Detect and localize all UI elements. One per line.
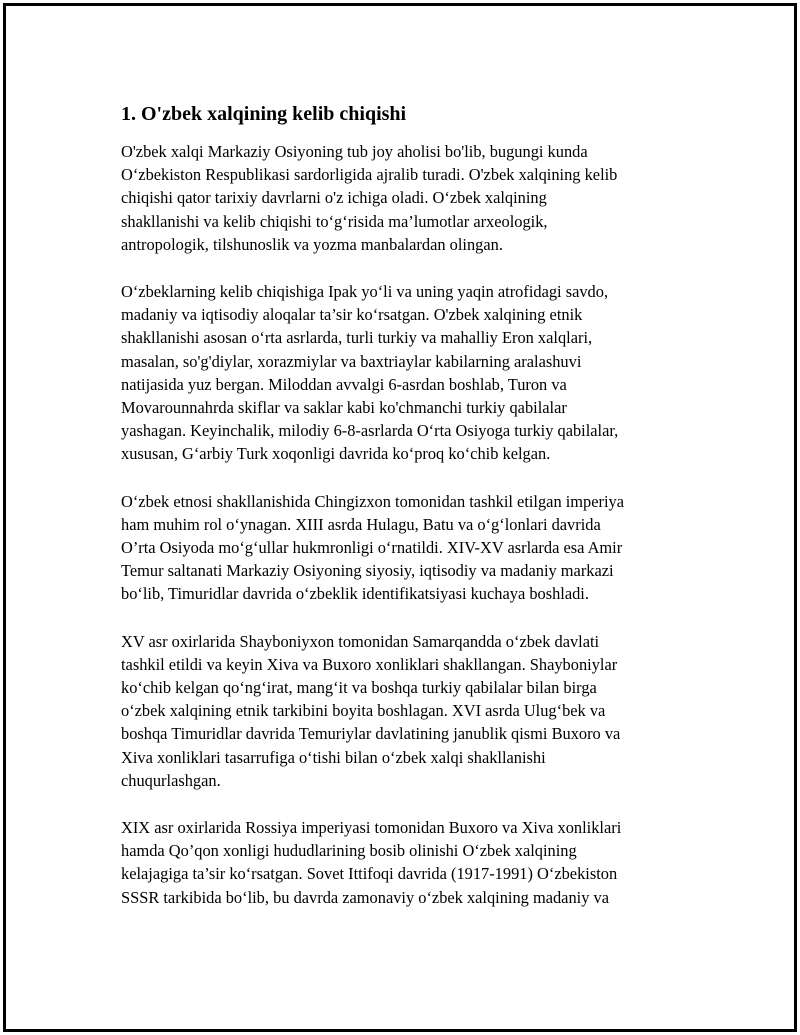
text-line: tashkil etildi va keyin Xiva va Buxoro xonliklari shakllangan. Shayboniylar xyxy=(121,654,618,674)
text-line: Temur saltanati Markaziy Osiyoning siyosiy, iqtisodiy va madaniy markazi xyxy=(121,561,614,581)
text-line: chuqurlashgan. xyxy=(121,770,221,790)
text-line: SSSR tarkibida bo‘lib, bu davrda zamonaviy o‘zbek xalqining madaniy va xyxy=(121,887,609,907)
text-line: Xiva xonliklari tasarrufiga o‘tishi bilan o‘zbek xalqi shakllanishi xyxy=(121,747,546,767)
text-line: O‘zbekiston Respublikasi sardorligida ajralib turadi. O'zbek xalqining kelib xyxy=(121,165,618,185)
text-line: ko‘chib kelgan qo‘ng‘irat, mang‘it va boshqa turkiy qabilalar bilan birga xyxy=(121,678,597,698)
text-line: XV asr oxirlarida Shayboniyxon tomonidan Samarqandda o‘zbek davlati xyxy=(121,631,600,651)
text-line: boshqa Timuridlar davrida Temuriylar davlatining janublik qismi Buxoro va xyxy=(121,724,621,744)
text-line: bo‘lib, Timuridlar davrida o‘zbeklik identifikatsiyasi kuchaya boshladi. xyxy=(121,584,589,604)
page-frame xyxy=(3,3,797,1032)
text-line: natijasida yuz bergan. Miloddan avvalgi 6-asrdan boshlab, Turon va xyxy=(121,374,567,394)
section-heading: 1. O'zbek xalqining kelib chiqishi xyxy=(121,103,407,125)
text-line: shakllanishi asosan o‘rta asrlarda, turli turkiy va mahalliy Eron xalqlari, xyxy=(121,328,593,348)
text-line: ham muhim rol o‘ynagan. XIII asrda Hulagu, Batu va o‘g‘lonlari davrida xyxy=(121,514,601,534)
paragraph-2 xyxy=(121,280,691,466)
paragraph-1 xyxy=(121,140,691,256)
paragraph-4 xyxy=(121,630,691,792)
text-line: shakllanishi va kelib chiqishi to‘g‘risida ma’lumotlar arxeologik, xyxy=(121,211,548,231)
page-content xyxy=(121,101,691,933)
text-line: Movarounnahrda skiflar va saklar kabi ko'chmanchi turkiy qabilalar xyxy=(121,398,567,418)
text-line: XIX asr oxirlarida Rossiya imperiyasi tomonidan Buxoro va Xiva xonliklari xyxy=(121,818,622,838)
text-line: kelajagiga ta’sir ko‘rsatgan. Sovet Ittifoqi davrida (1917-1991) O‘zbekiston xyxy=(121,864,618,884)
text-line: hamda Qo’qon xonligi hududlarining bosib olinishi O‘zbek xalqining xyxy=(121,841,577,861)
text-line: yashagan. Keyinchalik, milodiy 6-8-asrlarda O‘rta Osiyoga turkiy qabilalar, xyxy=(121,421,619,441)
text-line: O’rta Osiyoda mo‘g‘ullar hukmronligi o‘rnatildi. XIV-XV asrlarda esa Amir xyxy=(121,538,623,558)
text-line: O‘zbek etnosi shakllanishida Chingizxon tomonidan tashkil etilgan imperiya xyxy=(121,491,625,511)
text-line: O'zbek xalqi Markaziy Osiyoning tub joy aholisi bo'lib, bugungi kunda xyxy=(121,142,588,161)
paragraph-3 xyxy=(121,490,691,606)
text-line: antropologik, tilshunoslik va yozma manbalardan olingan. xyxy=(121,234,503,254)
text-line: chiqishi qator tarixiy davrlarni o'z ichiga oladi. O‘zbek xalqining xyxy=(121,188,547,208)
paragraph-5 xyxy=(121,816,691,909)
text-line: o‘zbek xalqining etnik tarkibini boyita boshlagan. XVI asrda Ulug‘bek va xyxy=(121,701,606,721)
text-line: xususan, G‘arbiy Turk xoqonligi davrida ko‘proq ko‘chib kelgan. xyxy=(121,444,551,464)
text-line: O‘zbeklarning kelib chiqishiga Ipak yo‘li va uning yaqin atrofidagi savdo, xyxy=(121,282,609,302)
text-line: madaniy va iqtisodiy aloqalar ta’sir ko‘rsatgan. O'zbek xalqining etnik xyxy=(121,305,583,325)
text-line: masalan, so'g'diylar, xorazmiylar va baxtriaylar kabilarning aralashuvi xyxy=(121,351,582,371)
document-body xyxy=(121,140,691,909)
